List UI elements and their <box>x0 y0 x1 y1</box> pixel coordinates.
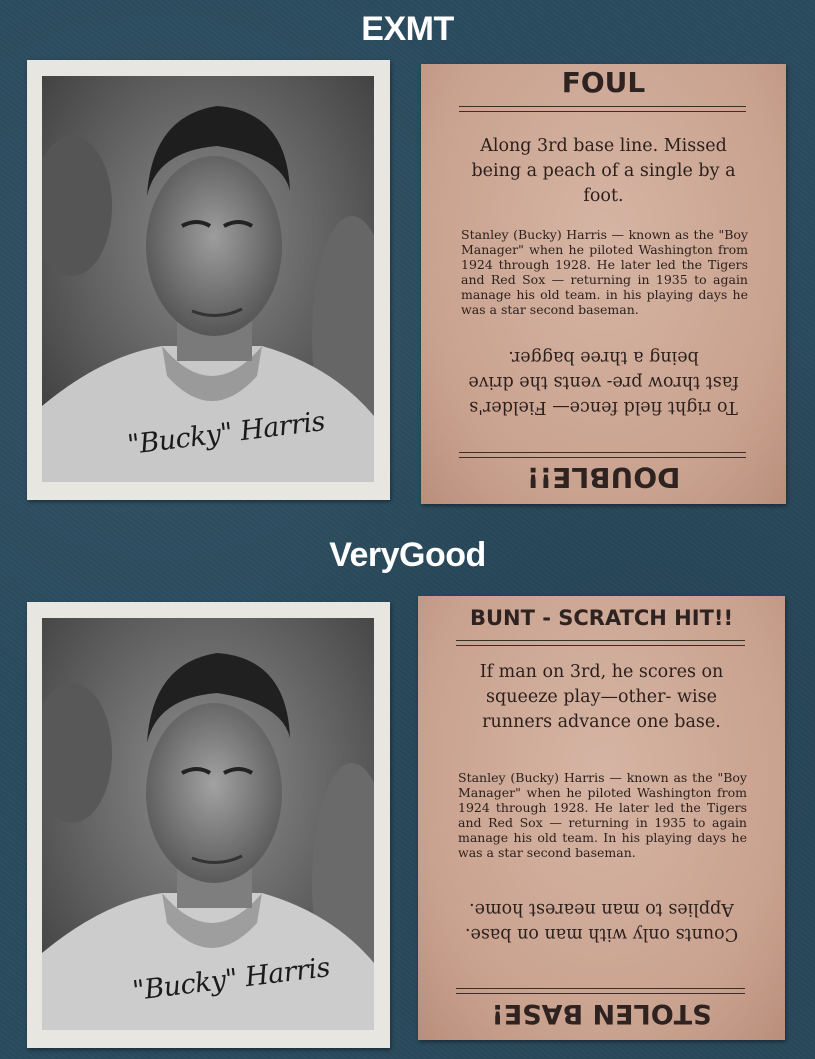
back-title: BUNT - SCRATCH HIT!! <box>469 606 734 630</box>
play-description: If man on 3rd, he scores on squeeze play—other- wise runners advance one base. <box>479 662 724 732</box>
card-back-2 <box>418 596 785 1040</box>
play-description-upside-down: Counts only with man on base. Applies to man nearest home. <box>464 899 739 944</box>
back-title-upside-down: STOLEN BASE! <box>491 998 712 1029</box>
back-title: FOUL <box>561 66 646 99</box>
autograph: "Bucky" Harris <box>125 406 327 461</box>
play-description-upside-down: To right field fence— Fielder's fast throw pre- vents the drive being a three bagger. <box>468 347 739 417</box>
player-bio: Stanley (Bucky) Harris — known as the "Boy Manager" when he piloted Washington from 1924 through 1928. He later led the Tigers and Red Sox — returning in 1935 to again manage his old team. in his playing days he was a star second baseman. <box>461 227 748 317</box>
photo-card-front-1 <box>27 60 390 500</box>
player-bio: Stanley (Bucky) Harris — known as the "Boy Manager" when he piloted Washington from 1924 through 1928. He later led the Tigers and Red Sox — returning in 1935 to again manage his old team. In his playing days he was a star second baseman. <box>458 770 747 860</box>
photo-card-front-2 <box>27 602 390 1048</box>
play-description: Along 3rd base line. Missed being a peach of a single by a foot. <box>471 136 736 206</box>
autograph: "Bucky" Harris <box>130 952 332 1007</box>
card-back-1 <box>421 64 786 504</box>
grade-label-exmt: EXMT <box>361 10 454 48</box>
grade-label-verygood: VeryGood <box>329 536 486 574</box>
back-title-upside-down: DOUBLE!! <box>526 461 681 494</box>
